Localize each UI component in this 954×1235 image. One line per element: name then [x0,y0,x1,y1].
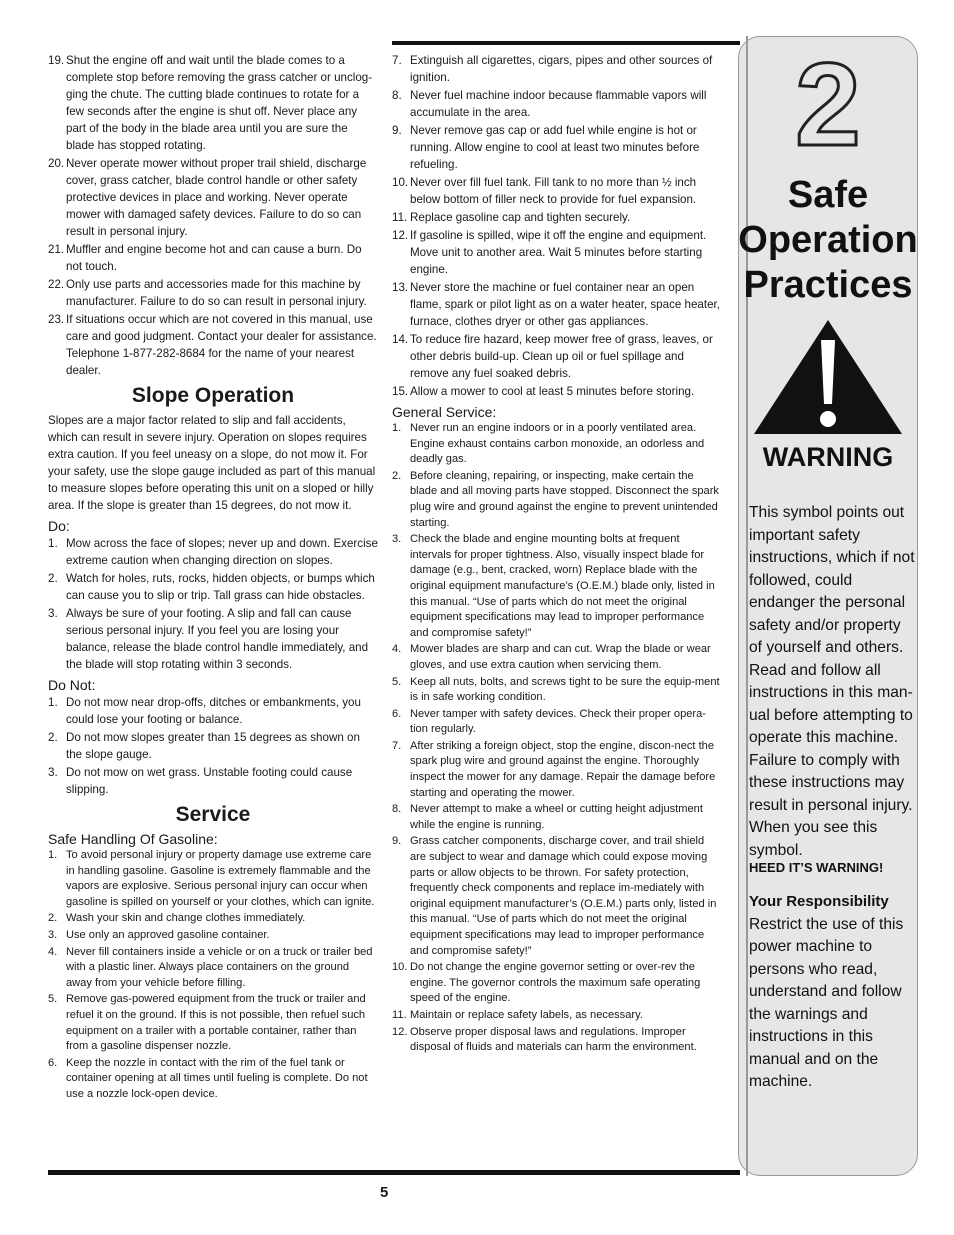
list-item-text: Allow a mower to cool at least 5 minutes before storing. [410,385,695,398]
list-item-text: Watch for holes, ruts, rocks, hidden objects, or bumps which can cause you to slip or trip. Tall grass can hide obstacles. [66,572,375,602]
service-heading: Service [175,803,251,826]
list-item [48,928,378,944]
list-item-text: Mower blades are sharp and can cut. Wrap the blade or wear gloves, and use extra caution when servicing them. [410,643,711,671]
list-item-text: Do not mow slopes greater than 15 degrees as shown on the slope gauge. [66,731,360,761]
list-item-number: 4. [48,945,58,958]
list-item-text: Extinguish all cigarettes, cigars, pipes and other sources of ignition. [410,54,713,84]
warning-triangle-icon [752,318,904,436]
list-item [392,52,722,86]
list-item-number: 19. [48,54,65,67]
list-item-number: 22. [48,278,65,291]
list-item [392,960,722,1007]
list-item-number: 1. [48,849,58,861]
list-item-number: 3. [48,766,58,779]
chapter-title: Safe Operation Practices [738,174,918,306]
list-item-text: Remove gas-powered equipment from the truck or trailer and refuel it on the ground. If this is not possible, then refuel such equipment on a trailer with a portable container, rather than from a gasoline dispenser nozzle. [66,993,366,1053]
list-item [392,1025,722,1056]
list-item-number: 6. [392,707,402,720]
list-item-text: Shut the engine off and wait until the blade comes to a complete stop before removing the grass catcher or unclog-ging the chute. The cutting blade continues to rotate for a few seconds after the engine is shut off. Never place any part of the body in the blade area until you are sure the blade has stopped rotating. [66,54,373,152]
list-item [392,707,722,738]
list-item [392,331,722,382]
list-item-number: 1. [48,537,58,550]
list-item-number: 5. [48,993,58,1006]
list-item [48,945,378,992]
list-item [392,383,722,400]
list-item-text: Never operate mower without proper trail shield, discharge cover, grass catcher, blade control handle or other safety protective devices in place and working. Never operate mower with damaged safety devices. Failure to do so can result in personal injury. [66,157,367,238]
list-item-number: 14. [392,333,409,346]
responsibility-text: Restrict the use of this power machine to persons who read, understand and follow the warnings and instructions in this manual and on the machine. [749,915,904,1090]
safety-rules-list [48,52,378,379]
list-item-number: 8. [392,89,402,102]
general-service-heading: General Service: [392,404,497,420]
list-item-number: 3. [48,607,58,620]
list-item-text: Never fuel machine indoor because flammable vapors will accumulate in the area. [410,89,707,119]
left-column [48,52,378,1104]
warning-body-text: This symbol points out important safety instructions, which if not followed, could endanger the personal safety and/or property of yourself and others. Read and follow all instructions in this man-ual before attempting to operate this machine. Failure to comply with these instructions may result in personal injury. When you see this symbol. [749,504,915,859]
list-item-number: 21. [48,243,65,256]
do-list [48,535,378,673]
list-item-number: 12. [392,229,409,242]
list-item [392,421,722,468]
list-item [392,532,722,641]
list-item-text: Maintain or replace safety labels, as necessary. [410,1008,643,1021]
list-item [48,911,378,927]
list-item [392,209,722,226]
list-item-text: Never store the machine or fuel container near an open flame, spark or pilot light as on a water heater, space heater, furnace, clothes dryer or other gas appliances. [410,281,720,328]
list-item-text: Never run an engine indoors or in a poorly ventilated area. Engine exhaust contains carbon monoxide, an odorless and deadly gas. [410,422,705,466]
list-item-number: 4. [392,643,402,656]
list-item-text: Never over fill fuel tank. Fill tank to no more than ½ inch below bottom of filler neck to provide for fuel expansion. [410,176,697,206]
slope-intro-text: Slopes are a major factor related to slip and fall accidents, which can result in severe injury. Operation on slopes requires extra caution. If you feel uneasy on a slope, do not mow it. For your safety, use the slope gauge included as part of this manual to measure slopes before operating this unit on a sloped or hilly area. If the slope is greater than 15 degrees, do not mow it. [48,414,376,512]
list-item-number: 6. [48,1056,58,1069]
top-rule [392,41,740,45]
heed-warning-text: HEED IT’S WARNING! [749,860,884,875]
list-item-text: Observe proper disposal laws and regulations. Improper disposal of fluids and materials can harm the environment. [410,1025,697,1054]
list-item [392,675,722,706]
list-item-text: Only use parts and accessories made for this machine by manufacturer. Failure to do so can result in personal injury. [66,278,367,308]
warning-heading: WARNING [762,442,894,472]
list-item-text: Replace gasoline cap and tighten securely. [410,211,631,224]
list-item [48,764,378,798]
list-item-text: If gasoline is spilled, wipe it off the engine and equipment. Move unit to another area. Wait 5 minutes before starting engine. [410,229,707,276]
list-item-number: 23. [48,313,65,326]
warning-body-block [749,502,915,1094]
list-item-text: Keep the nozzle in contact with the rim of the fuel tank or container opening at all times until fueling is complete. Do not use a nozzle lock-open device. [66,1056,368,1100]
list-item-number: 11. [392,211,408,224]
list-item-number: 12. [392,1025,408,1038]
list-item [48,52,378,154]
list-item-number: 15. [392,385,409,398]
list-item-number: 9. [392,124,402,137]
list-item [48,535,378,569]
list-item-text: Muffler and engine become hot and can cause a burn. Do not touch. [66,243,362,273]
list-item-text: Never remove gas cap or add fuel while engine is hot or running. Allow engine to cool at least two minutes before refueling. [410,124,700,171]
list-item [392,642,722,673]
list-item [48,241,378,275]
list-item-number: 2. [48,572,58,585]
list-item [392,87,722,121]
list-item-text: If situations occur which are not covered in this manual, use care and good judgment. Contact your dealer for assistance. Telephone 1-877-282-8684 for the name of your nearest dealer. [66,313,377,377]
list-item-number: 20. [48,157,65,170]
list-item-number: 1. [48,696,58,709]
list-item-text: To reduce fire hazard, keep mower free of grass, leaves, or other debris build-up. Clean up oil or fuel spillage and remove any fuel soaked debris. [410,333,713,380]
list-item-number: 1. [392,422,402,434]
do-heading: Do: [48,518,70,534]
list-item [392,469,722,531]
list-item-text: Check the blade and engine mounting bolts at frequent intervals for proper tightness. Also, visually inspect blade for damage (e.g., bent, cracked, worn) Replace blade with the original equipment manufacture’s (O.E.M.) blade only, listed in this manual. “Use of parts which do not meet the original equipment specifications may lead to improper performance and compromise safety!” [410,533,715,639]
list-item-number: 2. [48,912,58,925]
list-item [392,802,722,833]
list-item-number: 7. [392,739,402,752]
list-item [48,729,378,763]
list-item-number: 10. [392,176,409,189]
list-item-number: 7. [392,54,402,67]
list-item-text: After striking a foreign object, stop the engine, discon-nect the spark plug wire and ground against the engine. Thoroughly inspect the mower for any damage. Repair the damage before starting and operating the mower. [410,739,716,799]
list-item-text: Before cleaning, repairing, or inspecting, make certain the blade and all moving parts have stopped. Disconnect the spark plug wire and ground against the engine to prevent unintended starting. [410,469,719,529]
list-item [392,279,722,330]
middle-column [392,52,722,1057]
general-service-list [392,421,722,1056]
list-item [48,155,378,240]
page-number: 5 [380,1184,389,1201]
list-item-text: Use only an approved gasoline container. [66,928,270,941]
list-item [392,1008,722,1024]
list-item-text: Do not mow near drop-offs, ditches or embankments, you could lose your footing or balance. [66,696,361,726]
list-item [48,1056,378,1103]
list-item [48,605,378,673]
list-item [392,174,722,208]
responsibility-heading: Your Responsibility [749,893,889,910]
list-item [392,739,722,801]
slope-operation-heading: Slope Operation [131,384,295,407]
list-item-text: Wash your skin and change clothes immediately. [66,912,306,925]
do-not-list [48,694,378,798]
chapter-number: 2 [795,39,861,171]
list-item [48,311,378,379]
list-item-number: 10. [392,961,408,974]
list-item [48,848,378,910]
gasoline-handling-list [48,848,378,1103]
list-item [392,227,722,278]
bottom-rule [48,1170,740,1175]
list-item-text: Never fill containers inside a vehicle or on a truck or trailer bed with a plastic liner. Always place containers on the ground away from your vehicle before filling. [66,945,373,989]
list-item-text: Keep all nuts, bolts, and screws tight to be sure the equip-ment is in safe working condition. [410,675,720,704]
list-item-number: 5. [392,675,402,688]
list-item [392,834,722,959]
list-item-text: Mow across the face of slopes; never up and down. Exercise extreme caution when changing direction on slopes. [66,537,378,567]
list-item-number: 3. [392,533,402,546]
list-item-text: Do not mow on wet grass. Unstable footing could cause slipping. [66,766,353,796]
list-item [48,992,378,1054]
list-item [392,122,722,173]
list-item-number: 8. [392,803,402,816]
list-item-text: Do not change the engine governor setting or over-rev the engine. The governor controls the maximum safe operating speed of the engine. [410,961,701,1005]
list-item [48,570,378,604]
list-item-text: Never tamper with safety devices. Check their proper opera-tion regularly. [410,707,706,736]
list-item-number: 3. [48,928,58,941]
gasoline-handling-list-continued [392,52,722,400]
gasoline-handling-heading: Safe Handling Of Gasoline: [48,831,218,847]
list-item-text: Grass catcher components, discharge cover, and trail shield are subject to wear and damage which could expose moving parts or allow objects to be thrown. For safety protection, frequently check components and replace im-mediately with original equipment manufacturer’s (O.E.M.) parts only, listed in this manual. “Use of parts which do not meet the original equipment specifications may lead to improper performance and compromise safety!” [410,835,717,957]
list-item [48,694,378,728]
list-item-text: Never attempt to make a wheel or cutting height adjustment while the engine is running. [410,803,703,831]
list-item-text: To avoid personal injury or property damage use extreme care in handling gasoline. Gasoline is extremely flammable and the vapors are explosive. Serious personal injury can occur when gasoline is spilled on yourself or your clothes, which can ignite. [66,849,375,908]
list-item-text: Always be sure of your footing. A slip and fall can cause serious personal injury. If you feel you are losing your balance, release the blade control handle immediately, and the blade will stop rotating within 3 seconds. [66,607,369,671]
list-item-number: 2. [392,469,402,482]
list-item-number: 11. [392,1008,407,1021]
list-item-number: 13. [392,281,409,294]
do-not-heading: Do Not: [48,677,96,693]
list-item [48,276,378,310]
list-item-number: 2. [48,731,58,744]
list-item-number: 9. [392,835,402,848]
